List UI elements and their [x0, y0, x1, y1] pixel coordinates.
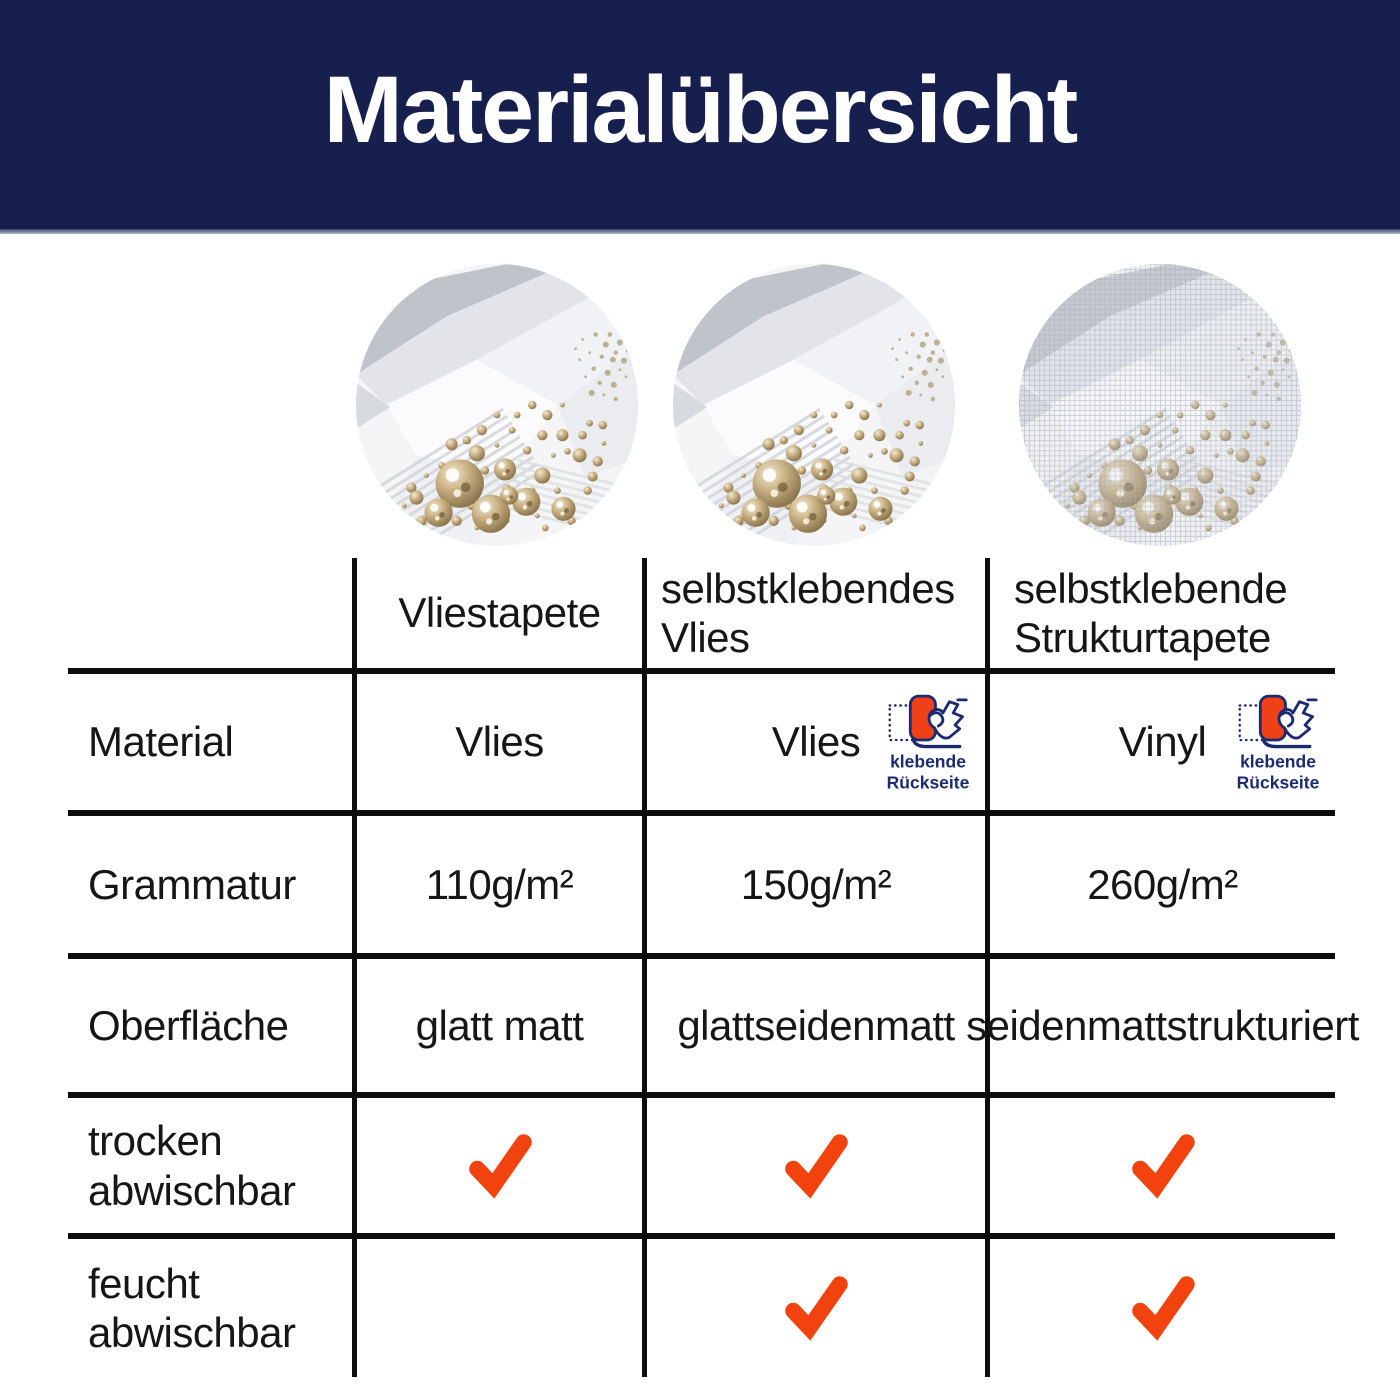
table-cell [642, 810, 985, 953]
check-icon [464, 1130, 536, 1202]
cell-value: seidenmatt strukturiert [966, 1001, 1359, 1049]
check-icon [1127, 1130, 1199, 1202]
cell-value: Vlies [455, 718, 544, 766]
page-title: Materialübersicht [323, 57, 1077, 163]
row-label: Grammatur [68, 810, 352, 953]
row-label: feucht abwischbar [68, 1233, 352, 1377]
cell-value: glatt seidenmatt [677, 1001, 955, 1049]
table-cell [642, 953, 985, 1092]
cell-value: 150g/m² [740, 860, 892, 908]
cell-value: 260g/m² [1087, 860, 1238, 908]
product-image-selbstklebendes-vlies [673, 264, 955, 546]
product-image-vliestapete [356, 264, 638, 546]
badge-label: klebende Rückseite [886, 751, 970, 792]
table-cell [352, 668, 642, 810]
table-cell [985, 668, 1335, 810]
row-label: Oberfläche [68, 953, 352, 1092]
cell-value: glatt matt [415, 1001, 584, 1049]
header-banner [0, 0, 1400, 229]
column-header-3: selbstklebende Strukturtapete [985, 558, 1335, 668]
adhesive-backing-icon [1236, 691, 1320, 751]
column-header-2: selbstklebendes Vlies [642, 558, 985, 668]
adhesive-backing-badge [1226, 691, 1330, 792]
product-image-strukturtapete [1019, 264, 1301, 546]
table-cell [985, 810, 1335, 953]
row-label: trocken abwischbar [68, 1092, 352, 1233]
table-cell [985, 1092, 1335, 1233]
table-cell [642, 668, 985, 810]
check-icon [780, 1272, 852, 1344]
table-corner-cell [68, 558, 352, 668]
check-icon [780, 1130, 852, 1202]
cell-value: Vinyl [1118, 718, 1207, 766]
table-cell [642, 1233, 985, 1377]
table-cell [966, 953, 1359, 1092]
cell-value: Vlies [771, 718, 861, 766]
material-table [68, 558, 1359, 1377]
cell-value: 110g/m² [425, 860, 574, 908]
table-cell [352, 810, 642, 953]
table-cell [352, 1092, 642, 1233]
table-cell [352, 1233, 642, 1377]
check-icon [1127, 1272, 1199, 1344]
column-header-1: Vliestapete [352, 558, 642, 668]
badge-label: klebende Rückseite [1236, 751, 1320, 792]
table-cell [352, 953, 642, 1092]
row-label: Material [68, 668, 352, 810]
table-cell [642, 1092, 985, 1233]
table-cell [985, 1233, 1335, 1377]
adhesive-backing-badge [876, 691, 980, 792]
adhesive-backing-icon [886, 691, 970, 751]
